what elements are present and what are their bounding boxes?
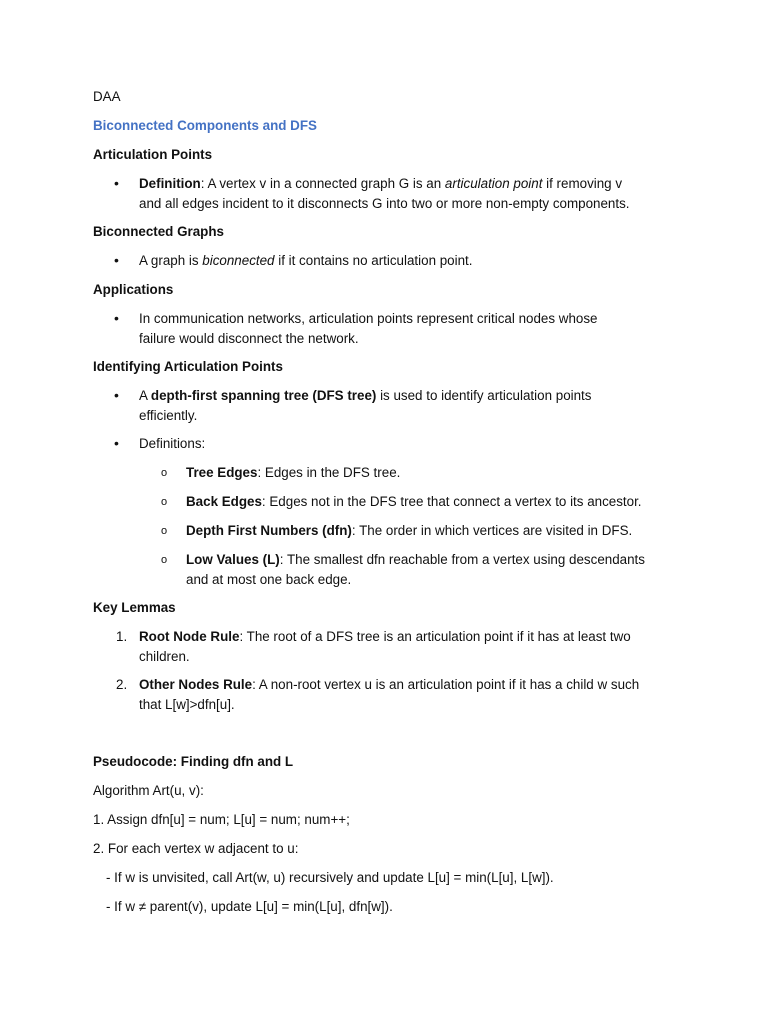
- circle-bullet-glyph: o: [161, 496, 168, 508]
- pseudo-line-5: - If w ≠ parent(v), update L[u] = min(L[u], dfn[w]).: [106, 899, 393, 914]
- sub-text: : Edges not in the DFS tree that connect a vertex to its ancestor.: [261, 494, 642, 509]
- lemma-text-2: that L[w]>dfn[u].: [139, 696, 235, 712]
- heading-pseudocode: Pseudocode: Finding dfn and L: [93, 754, 294, 769]
- lemma-text-2: children.: [139, 648, 190, 664]
- pseudo-line-1: Algorithm Art(u, v):: [93, 783, 204, 798]
- definition-text-b: if removing v: [542, 176, 623, 191]
- definitions-item: Definitions:: [139, 436, 206, 451]
- dfs-text-b: is used to identify articulation points: [376, 388, 592, 403]
- heading-biconnected-graphs: Biconnected Graphs: [93, 224, 224, 239]
- biconnected-text-a: A graph is: [139, 253, 203, 268]
- pseudo-line-2: 1. Assign dfn[u] = num; L[u] = num; num++;: [93, 812, 350, 827]
- definition-text-a: : A vertex v in a connected graph G is an: [200, 176, 445, 191]
- definition-text-c: and all edges incident to it disconnects G into two or more non-empty components.: [139, 195, 630, 211]
- sub-item-back-edges: [186, 492, 676, 512]
- applications-line-1: In communication networks, articulation points represent critical nodes whose: [139, 311, 598, 326]
- doc-label: DAA: [93, 89, 121, 104]
- pseudo-line-4: - If w is unvisited, call Art(w, u) recursively and update L[u] = min(L[u], L[w]).: [106, 870, 554, 885]
- applications-item: [139, 309, 679, 348]
- heading-articulation-points: Articulation Points: [93, 147, 213, 162]
- dfs-term: depth-first spanning tree (DFS tree): [150, 388, 377, 403]
- sub-term: Tree Edges: [186, 465, 258, 480]
- sub-term: Depth First Numbers (dfn): [186, 523, 352, 538]
- circle-bullet-glyph: o: [161, 525, 168, 537]
- sub-item-tree-edges: [186, 463, 676, 483]
- lemma-number: 1.: [116, 629, 128, 644]
- sub-text: : The smallest dfn reachable from a vertex using descendants: [279, 552, 645, 567]
- biconnected-text-b: if it contains no articulation point.: [274, 253, 473, 268]
- lemma-text: : A non-root vertex u is an articulation point if it has a child w such: [252, 677, 640, 692]
- lemma-root-node: [139, 627, 679, 666]
- circle-bullet-glyph: o: [161, 554, 168, 566]
- circle-bullet-glyph: o: [161, 467, 168, 479]
- sub-text: : Edges in the DFS tree.: [257, 465, 401, 480]
- pseudo-line-3: 2. For each vertex w adjacent to u:: [93, 841, 299, 856]
- bullet-glyph: •: [114, 310, 119, 326]
- applications-line-2: failure would disconnect the network.: [139, 330, 359, 346]
- definition-label: Definition: [139, 176, 201, 191]
- lemma-term: Other Nodes Rule: [139, 677, 253, 692]
- sub-text: : The order in which vertices are visited in DFS.: [351, 523, 633, 538]
- heading-identifying: Identifying Articulation Points: [93, 359, 283, 374]
- sub-item-low-values: [186, 550, 676, 589]
- lemma-other-nodes: [139, 675, 679, 714]
- doc-title: Biconnected Components and DFS: [93, 118, 317, 133]
- dfs-text-a: A: [139, 388, 151, 403]
- bullet-glyph: •: [114, 175, 119, 191]
- definition-term: articulation point: [444, 176, 543, 191]
- dfs-text-c: efficiently.: [139, 407, 198, 423]
- lemma-text: : The root of a DFS tree is an articulation point if it has at least two: [239, 629, 631, 644]
- sub-term: Back Edges: [186, 494, 262, 509]
- lemma-number: 2.: [116, 677, 128, 692]
- heading-applications: Applications: [93, 282, 174, 297]
- biconnected-item: [139, 251, 679, 271]
- biconnected-term: biconnected: [202, 253, 275, 268]
- bullet-glyph: •: [114, 435, 119, 451]
- sub-text-2: and at most one back edge.: [186, 571, 352, 587]
- definition-item: [139, 174, 679, 213]
- heading-key-lemmas: Key Lemmas: [93, 600, 176, 615]
- bullet-glyph: •: [114, 252, 119, 268]
- lemma-term: Root Node Rule: [139, 629, 240, 644]
- bullet-glyph: •: [114, 387, 119, 403]
- sub-item-dfn: [186, 521, 676, 541]
- sub-term: Low Values (L): [186, 552, 280, 567]
- dfs-tree-item: [139, 386, 679, 425]
